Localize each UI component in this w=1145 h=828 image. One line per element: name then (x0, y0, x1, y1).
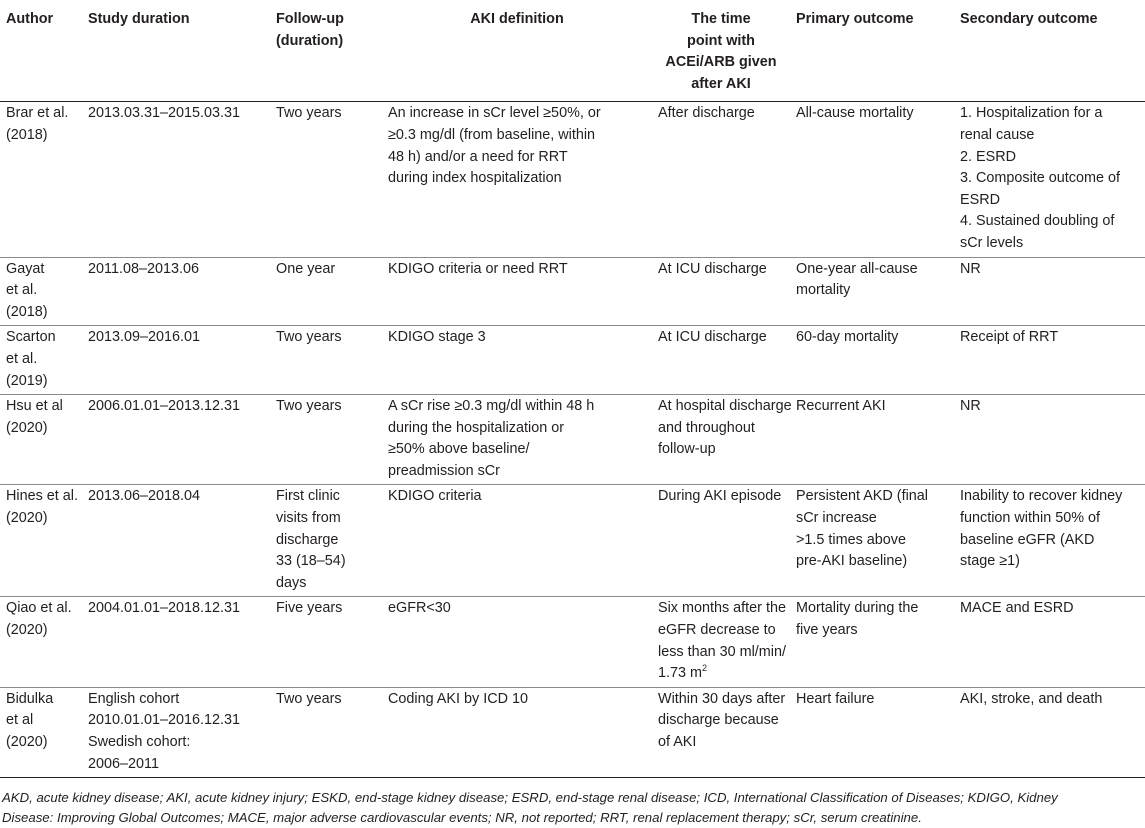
cell-text: stage ≥1) (960, 553, 1020, 570)
cell-line (960, 259, 1139, 281)
header-follow-up (270, 0, 382, 102)
header-line: The time (691, 11, 751, 27)
cell-study-duration (82, 257, 270, 326)
cell-line (960, 233, 1139, 255)
cell-text: 2. ESRD (960, 148, 1016, 165)
cell-line (6, 302, 76, 324)
cell-line (6, 598, 76, 620)
cell-text: of AKI (658, 734, 697, 750)
cell-text: Swedish cohort: (88, 734, 191, 750)
cell-text: baseline eGFR (AKD (960, 531, 1095, 548)
cell-text: 2013.09–2016.01 (88, 329, 201, 346)
table-row (0, 597, 1145, 687)
cell-line (388, 598, 646, 620)
cell-line (276, 508, 376, 530)
cell-line (388, 689, 646, 711)
cell-author (0, 102, 82, 257)
cell-text: during index hospitalization (388, 170, 562, 187)
cell-study-duration (82, 597, 270, 687)
cell-primary-outcome (790, 326, 954, 395)
cell-line (388, 439, 646, 461)
cell-follow-up (270, 257, 382, 326)
cell-text: Recurrent AKI (796, 398, 886, 415)
cell-text: ESRD (960, 191, 1000, 208)
cell-text: eGFR<30 (388, 600, 451, 617)
cell-line (88, 732, 264, 754)
cell-line (796, 689, 948, 711)
cell-text: discharge because (658, 712, 779, 729)
cell-text: Receipt of RRT (960, 329, 1059, 346)
cell-line (960, 551, 1139, 573)
cell-line (960, 508, 1139, 530)
header-primary-outcome (790, 0, 954, 102)
cell-text: (2019) (6, 372, 48, 389)
cell-text: Two years (276, 105, 342, 122)
cell-time-point (652, 485, 790, 597)
cell-line (6, 259, 76, 281)
cell-text: (2020) (6, 510, 48, 527)
cell-line (276, 396, 376, 418)
cell-text: All-cause mortality (796, 105, 914, 122)
cell-line (6, 280, 76, 302)
header-line: Follow-up (276, 11, 344, 27)
cell-line (960, 168, 1139, 190)
cell-text: Six months after the (658, 600, 786, 617)
cell-secondary-outcome (954, 395, 1145, 485)
cell-text: et al (6, 712, 34, 729)
cell-line (960, 103, 1139, 125)
cell-text: preadmission sCr (388, 462, 500, 479)
cell-primary-outcome (790, 597, 954, 687)
header-line: Primary outcome (796, 11, 914, 27)
cell-line (796, 327, 948, 349)
cell-text: Two years (276, 398, 342, 415)
cell-line (960, 211, 1139, 233)
cell-text: pre-AKI baseline) (796, 553, 908, 570)
cell-text: days (276, 574, 307, 591)
cell-follow-up (270, 597, 382, 687)
cell-line (796, 396, 948, 418)
cell-text: >1.5 times above (796, 531, 906, 548)
cell-text: First clinic (276, 488, 340, 505)
cell-text: At hospital discharge (658, 398, 792, 415)
cell-line (276, 598, 376, 620)
header-line: after AKI (691, 75, 751, 92)
cell-study-duration (82, 687, 270, 777)
cell-line (658, 663, 784, 685)
cell-text: NR (960, 398, 981, 415)
cell-text: At ICU discharge (658, 260, 767, 277)
table-footnote (0, 778, 1145, 828)
cell-line (658, 486, 784, 508)
cell-line (6, 689, 76, 711)
cell-line (388, 396, 646, 418)
cell-line (960, 147, 1139, 169)
cell-line (6, 125, 76, 147)
cell-text: 1.73 m (658, 665, 702, 682)
cell-text: 33 (18–54) (276, 553, 346, 570)
cell-text: during the hospitalization or (388, 419, 564, 436)
cell-study-duration (82, 485, 270, 597)
cell-line (658, 598, 784, 620)
cell-text: English cohort (88, 690, 180, 707)
cell-line (658, 418, 784, 440)
cell-line (388, 125, 646, 147)
table-row (0, 257, 1145, 326)
cell-line (658, 732, 784, 754)
header-aki-definition (382, 0, 652, 102)
footnote-line-2: Disease: Improving Global Outcomes; MACE, major adverse cardiovascular events; NR, not reported; RRT, renal replacement therapy; sCr, serum creatinine. (2, 810, 922, 826)
cell-line (960, 190, 1139, 212)
cell-author (0, 326, 82, 395)
cell-text: Hines et al. (6, 488, 78, 505)
cell-secondary-outcome (954, 326, 1145, 395)
cell-line (388, 168, 646, 190)
cell-text: mortality (796, 282, 851, 299)
cell-author (0, 257, 82, 326)
cell-text: (2020) (6, 622, 48, 639)
table-row (0, 326, 1145, 395)
cell-text: renal cause (960, 126, 1035, 143)
cell-line (796, 508, 948, 530)
cell-text: MACE and ESRD (960, 600, 1074, 617)
cell-line (388, 147, 646, 169)
cell-line (88, 754, 264, 776)
cell-aki-definition (382, 485, 652, 597)
cell-line (276, 103, 376, 125)
cell-line (658, 259, 784, 281)
header-line: Secondary outcome (960, 11, 1098, 27)
cell-author (0, 395, 82, 485)
cell-follow-up (270, 687, 382, 777)
cell-line (960, 125, 1139, 147)
cell-text: Scarton (6, 329, 56, 346)
table-row (0, 485, 1145, 597)
cell-line (6, 396, 76, 418)
cell-line (88, 327, 264, 349)
cell-aki-definition (382, 597, 652, 687)
cell-aki-definition (382, 102, 652, 257)
cell-line (388, 461, 646, 483)
cell-line (658, 327, 784, 349)
cell-text: eGFR decrease to (658, 622, 776, 639)
cell-secondary-outcome (954, 257, 1145, 326)
cell-text: et al. (6, 350, 38, 367)
cell-primary-outcome (790, 687, 954, 777)
cell-line (276, 689, 376, 711)
cell-line (658, 710, 784, 732)
header-line: ACEi/ARB given (665, 54, 777, 71)
cell-time-point (652, 597, 790, 687)
cell-text: 1. Hospitalization for a (960, 105, 1103, 122)
header-line: Author (6, 11, 54, 27)
cell-text: Within 30 days after (658, 690, 786, 707)
cell-line (6, 103, 76, 125)
cell-line (388, 486, 646, 508)
cell-follow-up (270, 102, 382, 257)
cell-line (276, 530, 376, 552)
cell-text: KDIGO stage 3 (388, 329, 486, 346)
cell-line (658, 103, 784, 125)
table-body (0, 102, 1145, 778)
header-row (0, 0, 1145, 102)
cell-line (276, 327, 376, 349)
cell-line (88, 396, 264, 418)
cell-follow-up (270, 395, 382, 485)
cell-line (960, 486, 1139, 508)
table-row (0, 687, 1145, 777)
cell-line (6, 732, 76, 754)
cell-line (388, 327, 646, 349)
cell-line (276, 573, 376, 595)
cell-line (960, 598, 1139, 620)
cell-study-duration (82, 326, 270, 395)
cell-line (6, 710, 76, 732)
cell-line (960, 530, 1139, 552)
cell-line (88, 259, 264, 281)
cell-line (796, 259, 948, 281)
cell-text: ≥0.3 mg/dl (from baseline, within (388, 126, 596, 143)
cell-text: One year (276, 260, 336, 277)
cell-text: 2011.08–2013.06 (88, 260, 199, 277)
cell-line (796, 530, 948, 552)
cell-text: Mortality during the (796, 600, 919, 617)
cell-text: sCr increase (796, 510, 877, 527)
cell-text: (2018) (6, 126, 48, 143)
cell-line (88, 486, 264, 508)
cell-aki-definition (382, 326, 652, 395)
cell-text: KDIGO criteria (388, 488, 482, 505)
cell-secondary-outcome (954, 687, 1145, 777)
cell-study-duration (82, 102, 270, 257)
cell-time-point (652, 102, 790, 257)
cell-line (88, 689, 264, 711)
header-time-point (652, 0, 790, 102)
cell-text: A sCr rise ≥0.3 mg/dl within 48 h (388, 398, 595, 415)
cell-text: Persistent AKD (final (796, 488, 928, 505)
cell-line (658, 439, 784, 461)
cell-text: 48 h) and/or a need for RRT (388, 148, 568, 165)
cell-text: 2006.01.01–2013.12.31 (88, 398, 241, 415)
cell-line (88, 710, 264, 732)
cell-line (796, 103, 948, 125)
header-author (0, 0, 82, 102)
cell-line (388, 259, 646, 281)
cell-line (960, 689, 1139, 711)
cell-line (6, 620, 76, 642)
cell-aki-definition (382, 257, 652, 326)
cell-text: ≥50% above baseline/ (388, 441, 530, 458)
cell-text: Hsu et al (6, 398, 63, 415)
cell-text: Brar et al. (6, 105, 69, 122)
cell-line (6, 418, 76, 440)
table-row (0, 395, 1145, 485)
cell-text: 2006–2011 (88, 755, 159, 772)
cell-line (388, 418, 646, 440)
cell-text: five years (796, 622, 858, 639)
cell-time-point (652, 257, 790, 326)
cell-text: visits from (276, 510, 341, 527)
cell-text: One-year all-cause (796, 260, 918, 277)
cell-text: Inability to recover kidney (960, 488, 1123, 505)
cell-text: Qiao et al. (6, 600, 72, 617)
cell-text: and throughout (658, 419, 755, 436)
cell-aki-definition (382, 395, 652, 485)
cell-text: An increase in sCr level ≥50%, or (388, 105, 601, 122)
cell-line (960, 327, 1139, 349)
cell-line (276, 551, 376, 573)
cell-line (6, 371, 76, 393)
cell-text: 2013.06–2018.04 (88, 488, 201, 505)
cell-line (276, 486, 376, 508)
cell-primary-outcome (790, 102, 954, 257)
cell-text: At ICU discharge (658, 329, 767, 346)
cell-text: KDIGO criteria or need RRT (388, 260, 568, 277)
cell-line (6, 486, 76, 508)
cell-text: function within 50% of (960, 510, 1100, 527)
cell-line (796, 551, 948, 573)
cell-text: (2020) (6, 419, 48, 436)
header-line: AKI definition (470, 11, 564, 27)
superscript: 2 (702, 663, 708, 674)
header-line: (duration) (276, 32, 344, 49)
cell-secondary-outcome (954, 597, 1145, 687)
cell-text: NR (960, 260, 981, 277)
cell-text: et al. (6, 282, 38, 299)
cell-line (796, 486, 948, 508)
cell-text: 3. Composite outcome of (960, 170, 1120, 187)
cell-text: AKI, stroke, and death (960, 690, 1103, 707)
cell-line (796, 598, 948, 620)
cell-text: Coding AKI by ICD 10 (388, 690, 528, 707)
cell-line (796, 620, 948, 642)
cell-text: less than 30 ml/min/ (658, 643, 786, 660)
cell-line (6, 508, 76, 530)
cell-follow-up (270, 326, 382, 395)
cell-follow-up (270, 485, 382, 597)
cell-author (0, 597, 82, 687)
cell-author (0, 687, 82, 777)
cell-line (658, 620, 784, 642)
cell-secondary-outcome (954, 485, 1145, 597)
header-secondary-outcome (954, 0, 1145, 102)
cell-line (658, 642, 784, 664)
cell-text: Gayat (6, 260, 45, 277)
cell-text: sCr levels (960, 234, 1024, 251)
cell-line (6, 327, 76, 349)
cell-author (0, 485, 82, 597)
cell-text: Bidulka (6, 690, 54, 707)
header-study-duration (82, 0, 270, 102)
cell-study-duration (82, 395, 270, 485)
cell-line (960, 396, 1139, 418)
cell-text: 60-day mortality (796, 329, 899, 346)
cell-aki-definition (382, 687, 652, 777)
cell-text: 2010.01.01–2016.12.31 (88, 712, 241, 729)
cell-time-point (652, 326, 790, 395)
cell-line (88, 103, 264, 125)
cell-text: After discharge (658, 105, 755, 122)
cell-secondary-outcome (954, 102, 1145, 257)
cell-line (6, 349, 76, 371)
cell-text: 2004.01.01–2018.12.31 (88, 600, 241, 617)
cell-text: (2020) (6, 734, 48, 750)
cell-line (276, 259, 376, 281)
cell-line (388, 103, 646, 125)
cell-text: Five years (276, 600, 343, 617)
cell-text: 2013.03.31–2015.03.31 (88, 105, 241, 122)
cell-primary-outcome (790, 485, 954, 597)
cell-text: Two years (276, 690, 342, 707)
header-line: point with (687, 32, 755, 49)
cell-line (88, 598, 264, 620)
cell-text: discharge (276, 531, 339, 548)
cell-text: 4. Sustained doubling of (960, 213, 1115, 230)
cell-text: Heart failure (796, 690, 875, 707)
footnote-line-1: AKD, acute kidney disease; AKI, acute kidney injury; ESKD, end-stage kidney disease; ESRD, end-stage renal disease; ICD, International Classification of Diseases; KDIGO, Kidney (2, 790, 1058, 806)
cell-primary-outcome (790, 395, 954, 485)
cell-line (796, 280, 948, 302)
cell-time-point (652, 395, 790, 485)
cell-text: Two years (276, 329, 342, 346)
cell-time-point (652, 687, 790, 777)
header-line: Study duration (88, 11, 190, 27)
table-row (0, 102, 1145, 257)
cell-text: (2018) (6, 303, 48, 320)
cell-line (658, 689, 784, 711)
cell-text: follow-up (658, 441, 716, 458)
cell-primary-outcome (790, 257, 954, 326)
cell-line (658, 396, 792, 418)
cell-text: During AKI episode (658, 488, 782, 505)
